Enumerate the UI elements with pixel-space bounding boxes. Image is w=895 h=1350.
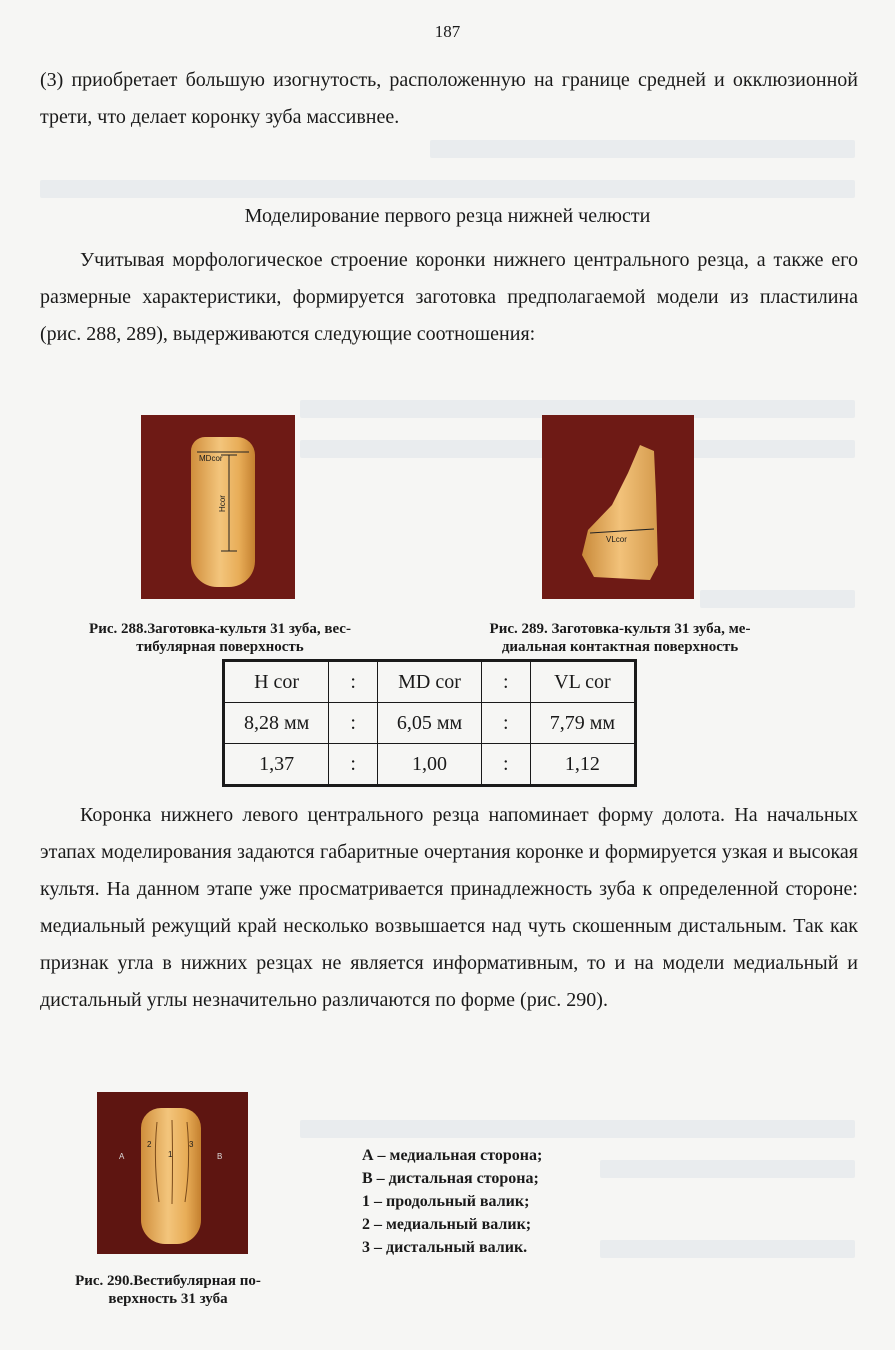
figure-288-caption [35,620,405,656]
figure-289-caption [440,620,800,656]
table-cell: MD cor [378,661,482,703]
label-mdcor: MDcor [199,454,223,463]
caption-line: верхность 31 зуба [108,1291,228,1307]
table-cell: VL cor [530,661,635,703]
table-cell: : [329,744,378,786]
label-hcor: Hcor [217,495,227,512]
legend-item: 1 – продольный валик; [362,1193,530,1210]
figure-288-photo [141,415,295,599]
bleed-through [600,1160,855,1178]
table-row [224,703,636,744]
figure-290-legend [362,1144,542,1259]
bleed-through [700,590,855,608]
figure-289-photo [542,415,694,599]
table-cell: : [481,703,530,744]
table-row [224,744,636,786]
page-number: 187 [434,22,461,41]
bleed-through [300,1120,855,1138]
label-ridge-1: 1 [168,1150,173,1159]
legend-item: В – дистальная сторона; [362,1170,539,1187]
table-cell: : [481,744,530,786]
paragraph-crown-shape: Коронка нижнего левого центрального резца напоминает форму долота. На начальных этапах моделирования задаются габаритные очертания коронке и формируется узкая и высокая культя. На данном этапе уже просматривается принадлежность зуба к определенной стороне: медиальный режущий край несколько возвышается над чуть скошенным дистальным. Так как признак угла в нижних резцах не является информативным, то и на модели медиальный и дистальный углы незначительно различаются по форме (рис. 290). [40,804,858,1011]
ratio-table [222,659,637,787]
table-cell: 1,00 [378,744,482,786]
label-ridge-3: 3 [189,1140,194,1149]
label-side-a: A [119,1152,125,1161]
caption-line: Рис. 289. Заготовка-культя 31 зуба, ме- [489,621,751,637]
caption-line: Рис. 290.Вестибулярная по- [75,1273,261,1289]
label-vlcor: VLcor [606,535,627,544]
table-cell: : [481,661,530,703]
bleed-through [600,1240,855,1258]
ridge-lines [97,1092,248,1254]
legend-item: 2 – медиальный валик; [362,1216,532,1233]
caption-line: тибулярная поверхность [136,639,304,655]
table-cell: : [329,703,378,744]
bleed-through [430,140,855,158]
table-cell: 7,79 мм [530,703,635,744]
table-row [224,661,636,703]
paragraph-modeling: Учитывая морфологическое строение коронки нижнего центрального резца, а также его размерные характеристики, формируется заготовка предполагаемой модели из пластилина (рис. 288, 289), выдерживаются следующие соотношения: [40,249,858,345]
paragraph-intro: (3) приобретает большую изогнутость, расположенную на границе средней и окклюзионной трети, что делает коронку зуба массивнее. [40,69,858,128]
caption-line: Рис. 288.Заготовка-культя 31 зуба, вес- [89,621,351,637]
legend-item: 3 – дистальный валик. [362,1239,528,1256]
tooth-blank-proximal [542,415,694,599]
table-cell: 6,05 мм [378,703,482,744]
bleed-through [40,180,855,198]
legend-item: А – медиальная сторона; [362,1147,543,1164]
caption-line: диальная контактная поверхность [501,639,739,655]
table-cell: 1,12 [530,744,635,786]
figure-290-photo [97,1092,248,1254]
table-cell: H cor [224,661,329,703]
table-cell: : [329,661,378,703]
table-cell: 1,37 [224,744,329,786]
figure-290-caption [38,1272,298,1308]
label-ridge-2: 2 [147,1140,152,1149]
section-heading: Моделирование первого резца нижней челюсти [244,205,651,227]
table-cell: 8,28 мм [224,703,329,744]
label-side-b: B [217,1152,223,1161]
